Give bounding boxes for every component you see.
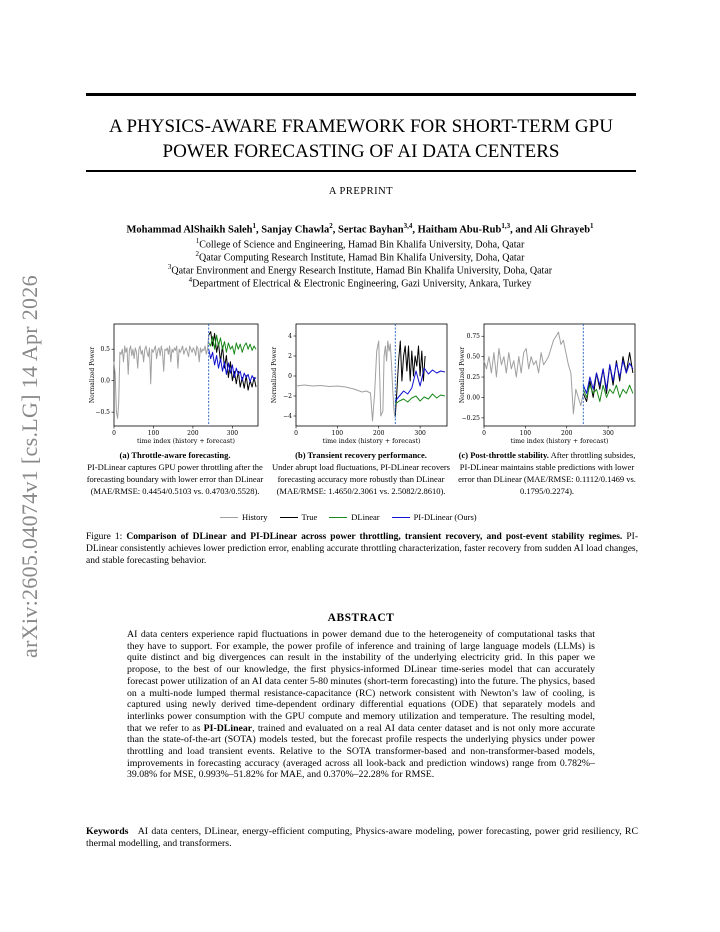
keywords-label: Keywords bbox=[86, 826, 129, 837]
x-tick-label: 0 bbox=[294, 430, 298, 437]
abstract-text: AI data centers experience rapid fluctuations in power demand due to the heterogeneity of computational tasks that they have to support. For example, the power profile of inference and training of large language models (LLMs) is quite distinct and big divergences can result in the instability of the underlying electricity grid. In this paper we propose, to the best of our knowledge, the first physics-informed DLinear time-series model that can accurately forecast power utilization of an AI data center 5-80 minutes (short-term forecasting) into the future. The physics, based on a multi-node lumped thermal resistance-capacitance (RC) network consistent with Newton’s law of cooling, is captured using newly derived time-dependent ordinary differential equations (ODE) that separately models and interlinks power consumption with the GPU compute and memory utilization and temperature. The resulting model, that we refer to as bbox=[127, 629, 595, 734]
arxiv-side-label: arXiv:2605.04074v1 [cs.LG] 14 Apr 2026 bbox=[17, 275, 42, 658]
x-tick-label: 200 bbox=[187, 430, 199, 437]
figure-legend bbox=[220, 512, 477, 522]
affil-text: Department of Electrical & Electronic Engineering, Gazi University, Ankara, Turkey bbox=[192, 278, 532, 290]
affiliation bbox=[60, 237, 660, 250]
chart-panel-c bbox=[456, 318, 641, 446]
chart-panel-b bbox=[268, 318, 453, 446]
title-line-2: POWER FORECASTING OF AI DATA CENTERS bbox=[162, 141, 560, 162]
affil-sup: 2 bbox=[195, 250, 200, 258]
model-name: PI-DLinear bbox=[203, 722, 253, 734]
author-sup: 1 bbox=[252, 222, 256, 230]
keywords-text: AI data centers, DLinear, energy-efficient computing, Physics-aware modeling, power forecasting, power grid resiliency, RC thermal modelling, and transformers. bbox=[86, 826, 638, 849]
y-axis-label: Normalized Power bbox=[89, 346, 96, 404]
series-line bbox=[296, 341, 395, 421]
abstract-text: , trained and evaluated on a real AI data center dataset and is not only more accurate than the state-of-the-art (SOTA) models tested, but the forecast profile respects the underlying physics under power throttling and load transient events. Relative to the SOTA transformer-based and non-transformer-based models, improvements in forecasting accuracy (averaged across all look-back and prediction windows) range from 0.782%–39.08% for MSE, 0.993%–51.82% for MAE, and 0.370%–22.28% for RMSE. bbox=[127, 722, 595, 781]
x-tick-label: 100 bbox=[331, 430, 344, 437]
subcaption-head: (c) Post-throttle stability. bbox=[458, 450, 549, 460]
paper-title bbox=[86, 114, 636, 164]
preprint-label: A PREPRINT bbox=[328, 186, 394, 197]
subcaption-head: (a) Throttle-aware forecasting. bbox=[119, 450, 231, 460]
x-tick-label: 300 bbox=[602, 430, 614, 437]
affil-text: Qatar Computing Research Institute, Hamad Bin Khalifa University, Doha, Qatar bbox=[199, 252, 525, 264]
figure-caption bbox=[86, 531, 638, 567]
affil-sup: 1 bbox=[195, 237, 200, 245]
affil-sup: 4 bbox=[188, 276, 193, 284]
x-tick-label: 300 bbox=[226, 430, 239, 437]
author-sup: 3,4 bbox=[403, 222, 413, 230]
y-tick-label: 0.75 bbox=[466, 333, 480, 341]
author-name: Haitham Abu-Rub bbox=[417, 224, 502, 236]
figure-label: Figure 1: bbox=[86, 532, 123, 542]
y-tick-label: −0.5 bbox=[95, 409, 110, 417]
affiliation bbox=[60, 276, 660, 289]
title-line-1: A PHYSICS-AWARE FRAMEWORK FOR SHORT-TERM GPU bbox=[109, 116, 613, 137]
title-top-rule bbox=[86, 93, 636, 96]
x-tick-label: 0 bbox=[112, 430, 116, 437]
title-bottom-rule bbox=[86, 170, 636, 172]
y-tick-label: 0.25 bbox=[466, 374, 480, 382]
y-tick-label: 0.0 bbox=[100, 377, 110, 385]
x-tick-label: 200 bbox=[561, 430, 573, 437]
affil-sup: 3 bbox=[167, 263, 172, 271]
legend-swatch bbox=[329, 517, 347, 518]
subcaption-body: Under abrupt load fluctuations, PI-DLinear recovers forecasting accuracy more robustly than DLinear (MAE/RMSE: 1.4650/2.3061 vs. 2.5082/2.8610). bbox=[272, 462, 450, 496]
author-name: Mohammad AlShaikh Saleh bbox=[126, 224, 253, 236]
series-line bbox=[395, 394, 445, 404]
x-axis-label: time index (history + forecast) bbox=[510, 438, 609, 445]
figure-caption-text: PI-DLinear consistently achieves lower prediction error, enabling accurate throttling characterization, faster recovery from sudden AI load changes, and stable forecasting behavior. bbox=[86, 532, 639, 566]
legend-swatch bbox=[220, 517, 238, 518]
affil-text: Qatar Environment and Energy Research Institute, Hamad Bin Khalifa University, Doha, Qatar bbox=[171, 265, 553, 277]
subcaption-head: (b) Transient recovery performance. bbox=[295, 450, 427, 460]
series-line bbox=[583, 385, 633, 401]
legend-item bbox=[280, 512, 318, 522]
author-name: Ali Ghrayeb bbox=[534, 224, 591, 236]
series-line bbox=[395, 341, 425, 416]
author-name: Sertac Bayhan bbox=[337, 224, 404, 236]
author-sup: 1 bbox=[590, 222, 594, 230]
author-name: Sanjay Chawla bbox=[261, 224, 330, 236]
subcaption-body: After throttling subsides, PI-DLinear maintains stable predictions with lower error than DLinear (MAE/RMSE: 0.1112/0.1469 vs. 0.1795/0.2274). bbox=[458, 450, 636, 496]
plot-frame bbox=[114, 324, 258, 426]
series-line bbox=[114, 335, 209, 418]
author-sup: 1,3 bbox=[501, 222, 511, 230]
figure-caption-bold: Comparison of DLinear and PI-DLinear across power throttling, transient recovery, and post-event stability regimes. bbox=[126, 532, 623, 542]
legend-label: PI-DLinear (Ours) bbox=[413, 512, 477, 522]
affil-text: College of Science and Engineering, Hamad Bin Khalifa University, Doha, Qatar bbox=[199, 239, 525, 251]
subcaption-a bbox=[86, 449, 264, 497]
y-tick-label: 0.50 bbox=[466, 353, 480, 361]
y-tick-label: 2 bbox=[288, 353, 292, 360]
abstract-body bbox=[127, 629, 595, 781]
y-tick-label: −2 bbox=[283, 393, 292, 400]
y-tick-label: −0.25 bbox=[461, 414, 480, 422]
x-axis-label: time index (history + forecast) bbox=[322, 438, 421, 445]
legend-swatch bbox=[280, 517, 298, 518]
y-tick-label: 0 bbox=[288, 373, 292, 380]
y-tick-label: 0.00 bbox=[466, 394, 480, 402]
affiliation bbox=[60, 263, 660, 276]
y-axis-label: Normalized Power bbox=[459, 346, 466, 404]
legend-item bbox=[220, 512, 268, 522]
subcaption-b bbox=[270, 449, 452, 497]
y-tick-label: −4 bbox=[283, 413, 292, 420]
x-tick-label: 300 bbox=[414, 430, 426, 437]
affiliation bbox=[60, 250, 660, 263]
subcaption-c bbox=[456, 449, 638, 497]
x-tick-label: 0 bbox=[482, 430, 486, 437]
x-tick-label: 100 bbox=[519, 430, 532, 437]
legend-swatch bbox=[392, 517, 410, 518]
legend-item bbox=[329, 512, 379, 522]
keywords bbox=[86, 826, 638, 850]
series-line bbox=[484, 332, 583, 414]
subcaption-body: PI-DLinear captures GPU power throttling after the forecasting boundary with lower error than DLinear (MAE/RMSE: 0.4454/0.5103 vs. 0.4703/0.5528). bbox=[86, 462, 264, 496]
legend-label: History bbox=[242, 512, 268, 522]
y-tick-label: 0.5 bbox=[100, 346, 110, 354]
chart-panel-a bbox=[86, 318, 264, 446]
x-tick-label: 100 bbox=[147, 430, 160, 437]
x-tick-label: 200 bbox=[373, 430, 385, 437]
x-axis-label: time index (history + forecast) bbox=[137, 438, 235, 445]
legend-label: True bbox=[301, 512, 318, 522]
abstract-heading: ABSTRACT bbox=[327, 612, 395, 624]
author-list: Mohammad AlShaikh Saleh$^1$, Sanjay Chawla$^2$, Sertac Bayhan$^{3,4}$, Haitham Abu-Rub$^{1,3}$, and Ali Ghrayeb$^1$ bbox=[126, 222, 594, 236]
y-tick-label: 4 bbox=[288, 333, 292, 340]
y-axis-label: Normalized Power bbox=[271, 346, 278, 404]
legend-label: DLinear bbox=[351, 512, 380, 522]
legend-item bbox=[392, 512, 477, 522]
author-sup: 2 bbox=[329, 222, 333, 230]
